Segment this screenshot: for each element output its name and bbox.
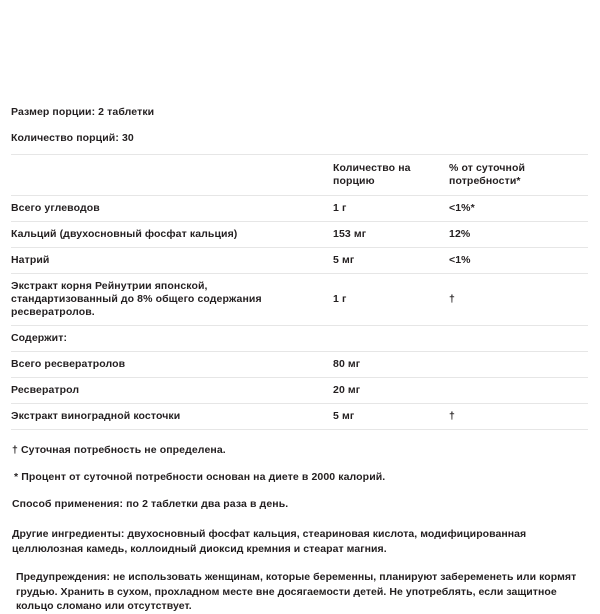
header-amount-per-serving: Количество на порцию <box>333 155 449 196</box>
nutrient-amount: 1 г <box>333 196 449 222</box>
nutrient-name: Ресвератрол <box>11 378 333 404</box>
nutrient-name: Кальций (двухосновный фосфат кальция) <box>11 222 333 248</box>
nutrient-amount: 80 мг <box>333 352 449 378</box>
serving-size-line: Размер порции: 2 таблетки <box>11 106 155 118</box>
table-row <box>11 196 588 222</box>
nutrient-daily-value: 12% <box>449 222 588 248</box>
nutrient-amount: 20 мг <box>333 378 449 404</box>
other-ingredients-paragraph: Другие ингредиенты: двухосновный фосфат кальция, стеариновая кислота, модифицированная целлюлозная камедь, коллоидный диоксид кремния и стеарат магния. <box>12 528 527 555</box>
dagger-footnote: † Суточная потребность не определена. <box>12 444 226 456</box>
nutrient-name-line-1: Экстракт корня Рейнутрии японской, <box>11 280 208 292</box>
nutrient-daily-value: † <box>449 274 588 326</box>
contains-label: Содержит: <box>11 326 333 352</box>
nutrient-amount: 1 г <box>333 274 449 326</box>
nutrient-daily-value <box>449 378 588 404</box>
table-row <box>11 248 588 274</box>
nutrient-name: Всего углеводов <box>11 196 333 222</box>
nutrient-daily-value: <1%* <box>449 196 588 222</box>
nutrient-name: Экстракт виноградной косточки <box>11 404 333 430</box>
asterisk-footnote: * Процент от суточной потребности основан на диете в 2000 калорий. <box>14 471 386 483</box>
header-daily-value: % от суточной потребности* <box>449 155 588 196</box>
nutrient-daily-value <box>449 352 588 378</box>
nutrient-amount: 5 мг <box>333 248 449 274</box>
nutrient-name <box>11 274 333 326</box>
footnotes-section <box>11 444 588 511</box>
warnings-paragraph: Предупреждения: не использовать женщинам, которые беременны, планируют забеременеть или кормят грудью. Хранить в сухом, прохладном месте вне досягаемости детей. Не употреблять, если защитное кольцо сломано или отсутствует. <box>16 571 577 612</box>
table-row <box>11 274 588 326</box>
nutrient-daily-value: † <box>449 404 588 430</box>
table-header <box>11 155 588 196</box>
table-header-row <box>11 155 588 196</box>
table-row <box>11 352 588 378</box>
usage-directions: Способ применения: по 2 таблетки два раза в день. <box>12 498 289 510</box>
nutrient-name: Натрий <box>11 248 333 274</box>
servings-per-container-line: Количество порций: 30 <box>11 132 134 144</box>
table-row <box>11 326 588 352</box>
nutrient-daily-value: <1% <box>449 248 588 274</box>
table-body <box>11 196 588 430</box>
supplement-facts-table <box>11 154 588 430</box>
table-row <box>11 378 588 404</box>
header-nutrient-name <box>11 155 333 196</box>
nutrient-amount: 5 мг <box>333 404 449 430</box>
nutrient-daily-value <box>449 326 588 352</box>
nutrient-amount: 153 мг <box>333 222 449 248</box>
table-row <box>11 404 588 430</box>
table-row <box>11 222 588 248</box>
nutrient-name: Всего ресвератролов <box>11 352 333 378</box>
nutrient-amount <box>333 326 449 352</box>
nutrient-name-line-2: стандартизованный до 8% общего содержания ресвератролов. <box>11 293 262 318</box>
